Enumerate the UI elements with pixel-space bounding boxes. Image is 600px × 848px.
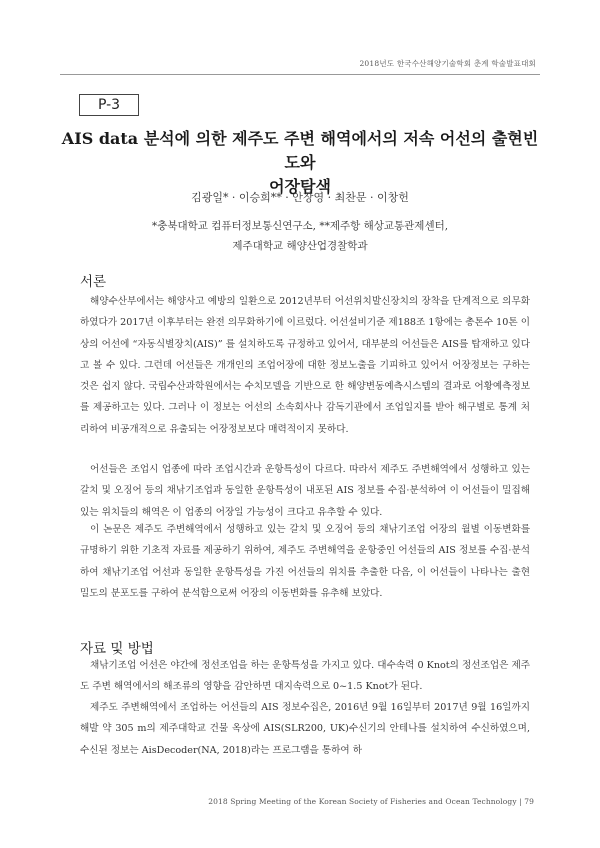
methods-paragraph-1: 채낚기조업 어선은 야간에 정선조업을 하는 운항특성을 가지고 있다. 대수속력 0 Knot의 정선조업은 제주도 주변 해역에서의 해조류의 영향을 감안하면 대지속력으로 0~1.5 Knot가 된다. — [80, 660, 530, 693]
affiliation-line-2: 제주대학교 해양산업경찰학과 — [232, 240, 368, 252]
affiliation-line-1: *충북대학교 컴퓨터정보통신연구소, **제주항 해상교통관제센터, — [151, 220, 449, 232]
header-divider — [60, 74, 540, 75]
intro-paragraph-1: 해양수산부에서는 해양사고 예방의 일환으로 2012년부터 어선위치발신장치의 장착을 단계적으로 의무화하였다가 2017년 이후부터는 완전 의무화하기에 이르렀다. 어선설비기준 제188조 1항에는 총톤수 10톤 이상의 어선에 “자동식별장치(AIS)” 를 설치하도록 규정하고 있어서, 대부분의 어선들은 AIS를 탑재하고 있다고 볼 수 있다. 그런데 어선들은 개개인의 조업어장에 대한 정보노출을 기피하고 있어서 어장정보는 구하는 것은 쉽지 않다. 국립수산과학원에서는 수치모델을 기반으로 한 해양변동예측시스템의 결과로 어황예측정보를 제공하고는 있다. 그러나 이 정보는 어선의 소속회사나 감독기관에서 조업일지를 받아 해구별로 통계 처리하여 비공개적으로 유출되는 어장정보보다 매력적이지 못하다. — [80, 296, 530, 435]
intro-paragraph-2: 어선들은 조업시 업종에 따라 조업시간과 운항특성이 다르다. 따라서 제주도 주변해역에서 성행하고 있는 갈치 및 오징어 등의 채낚기조업과 동일한 운항특성이 내포된 AIS 정보를 수집·분석하여 이 어선들이 밀집해 있는 위치들의 해역은 이 업종의 어장일 가능성이 크다고 유추할 수 있다. — [80, 464, 530, 518]
running-header: 2018년도 한국수산해양기술학회 춘계 학술발표대회 — [359, 59, 536, 68]
title-line-1: AIS data 분석에 의한 제주도 주변 해역에서의 저속 어선의 출현빈도와 — [61, 129, 539, 172]
presentation-code: P-3 — [79, 94, 139, 116]
intro-paragraph-3: 이 논문은 제주도 주변해역에서 성행하고 있는 갈치 및 오징어 등의 채낚기조업 어장의 월별 이동변화를 규명하기 위한 기초적 자료를 제공하기 위하여, 제주도 주변해역을 운항중인 어선들의 AIS 정보를 수집·분석하여 채낚기조업 어선과 동일한 운항특성을 가진 어선들의 위치를 추출한 다음, 이 어선들이 나타나는 출현밀도의 분포도를 구하여 분석함으로써 어장의 이동변화를 유추해 보았다. — [80, 524, 530, 599]
page-footer: 2018 Spring Meeting of the Korean Society of Fisheries and Ocean Technology | 79 — [208, 797, 534, 806]
title-line-2: 어장탐색 — [269, 177, 331, 196]
section-heading-methods: 자료 및 방법 — [80, 641, 154, 657]
section-heading-intro: 서론 — [80, 274, 107, 290]
methods-paragraph-2: 제주도 주변해역에서 조업하는 어선들의 AIS 정보수집은, 2016년 9월 16일부터 2017년 9월 16일까지 해발 약 305 m의 제주대학교 건물 옥상에 AIS(SLR200, UK)수신기의 안테나를 설치하여 수신하였으며, 수신된 정보는 AisDecoder(NA, 2018)라는 프로그램을 통하여 하 — [80, 702, 530, 756]
author-list: 김광일* · 이승희** · 안장영 · 최찬문 · 이창헌 — [191, 191, 409, 204]
